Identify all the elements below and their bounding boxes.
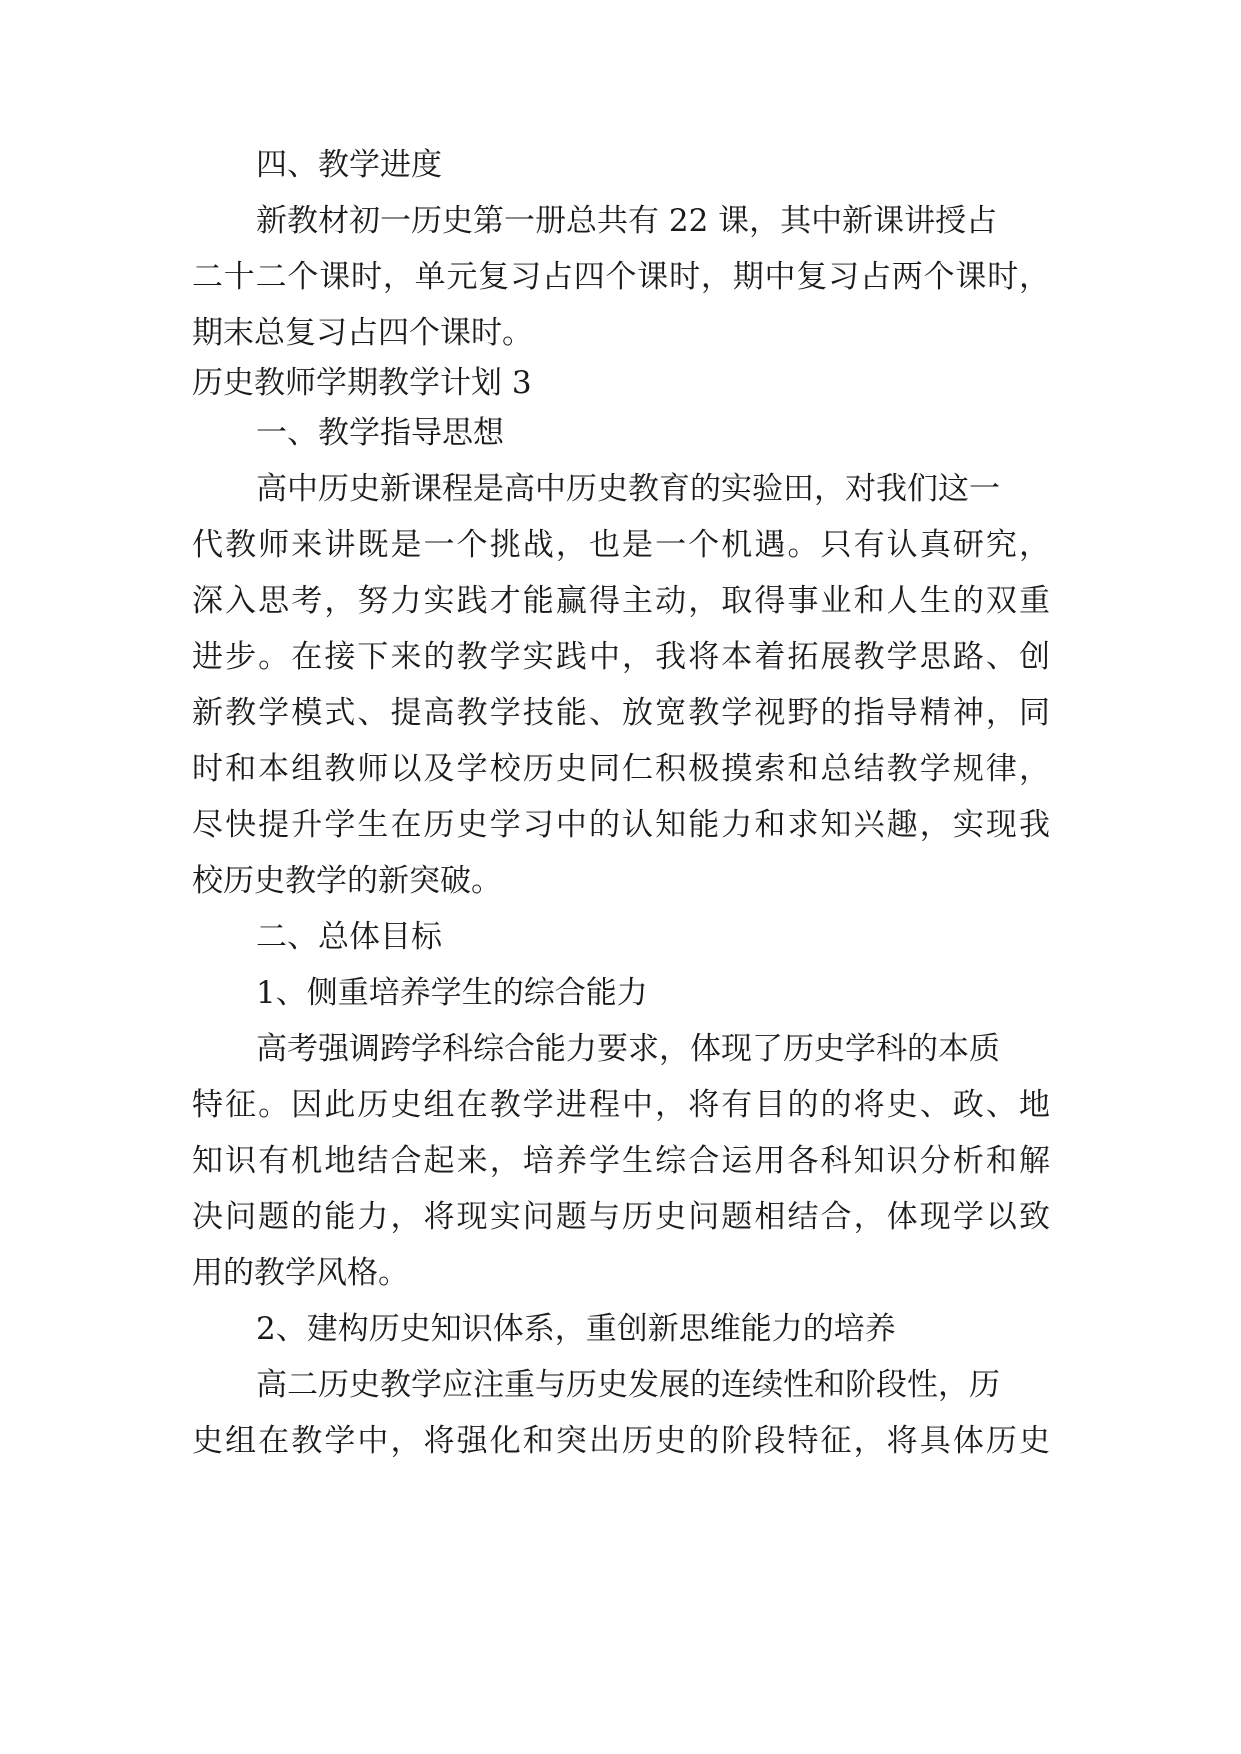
paragraph-line: 时和本组教师以及学校历史同仁积极摸索和总结教学规律， — [192, 751, 1050, 787]
paragraph-line: 决问题的能力，将现实问题与历史问题相结合，体现学以致 — [192, 1199, 1050, 1235]
paragraph-line: 校历史教学的新突破。 — [192, 863, 502, 899]
section-heading-guiding-ideology: 一、教学指导思想 — [256, 415, 504, 451]
paragraph-line: 史组在教学中，将强化和突出历史的阶段特征，将具体历史 — [192, 1423, 1050, 1459]
paragraph-line: 用的教学风格。 — [192, 1255, 409, 1291]
plan-title: 历史教师学期教学计划 3 — [192, 365, 532, 401]
paragraph-line: 高二历史教学应注重与历史发展的连续性和阶段性，历 — [256, 1367, 1000, 1403]
paragraph-line: 新教学模式、提高教学技能、放宽教学视野的指导精神，同 — [192, 695, 1050, 731]
section-heading-teaching-progress: 四、教学进度 — [256, 147, 442, 183]
paragraph-line: 新教材初一历史第一册总共有 22 课，其中新课讲授占 — [256, 203, 998, 239]
paragraph-line: 高中历史新课程是高中历史教育的实验田，对我们这一 — [256, 471, 1000, 507]
paragraph-line: 代教师来讲既是一个挑战，也是一个机遇。只有认真研究， — [192, 527, 1050, 563]
paragraph-line: 尽快提升学生在历史学习中的认知能力和求知兴趣，实现我 — [192, 807, 1050, 843]
paragraph-line: 深入思考，努力实践才能赢得主动，取得事业和人生的双重 — [192, 583, 1050, 619]
paragraph-line: 进步。在接下来的教学实践中，我将本着拓展教学思路、创 — [192, 639, 1050, 675]
paragraph-line: 高考强调跨学科综合能力要求，体现了历史学科的本质 — [256, 1031, 1000, 1067]
paragraph-line: 二十二个课时，单元复习占四个课时，期中复习占两个课时， — [192, 259, 1050, 295]
paragraph-line: 知识有机地结合起来，培养学生综合运用各科知识分析和解 — [192, 1143, 1050, 1179]
paragraph-line: 特征。因此历史组在教学进程中，将有目的的将史、政、地 — [192, 1087, 1050, 1123]
section-heading-overall-goals: 二、总体目标 — [256, 919, 442, 955]
paragraph-line: 期末总复习占四个课时。 — [192, 315, 533, 351]
goal-title: 1、侧重培养学生的综合能力 — [256, 975, 648, 1011]
goal-title: 2、建构历史知识体系，重创新思维能力的培养 — [256, 1311, 896, 1347]
